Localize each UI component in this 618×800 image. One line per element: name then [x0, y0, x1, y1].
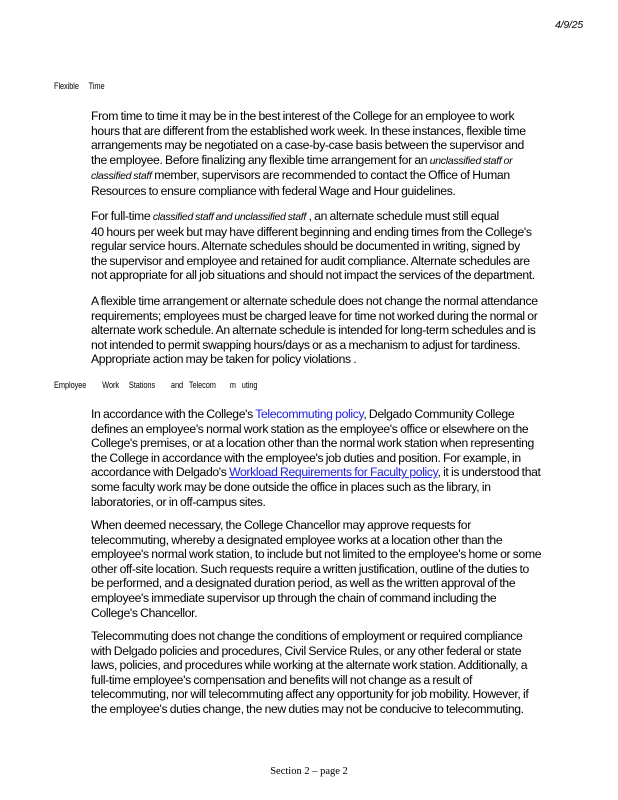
text-line: College's Chancellor. — [91, 605, 198, 620]
text-line: hours that are different from the established work week. In these instances, flexible time — [91, 123, 526, 138]
text-line: Appropriate action may be taken for policy violations . — [91, 352, 357, 367]
text-line: In accordance with the College's Telecommuting policy, Delgado Community College — [91, 407, 515, 421]
text-line: Resources to ensure compliance with federal Wage and Hour guidelines. — [91, 183, 456, 198]
text-line: laboratories, or in off-campus sites. — [91, 494, 266, 509]
text-line: From time to time it may be in the best interest of the College for an employee to work — [91, 109, 515, 123]
text-line: A flexible time arrangement or alternate schedule does not change the normal attendance — [91, 294, 538, 308]
text-line: some faculty work may be done outside the office in places such as the library, in — [91, 479, 491, 494]
paragraph — [91, 518, 581, 620]
text-line: defines an employee's normal work station as the employee's office or elsewhere on the — [91, 421, 529, 436]
text-line: alternate work schedule. An alternate schedule is intended for long-term schedules and is — [91, 323, 536, 338]
text-line: with Delgado policies and procedures, Civil Service Rules, or any other federal or state — [91, 643, 522, 658]
text-line: Telecommuting does not change the conditions of employment or required compliance — [91, 629, 523, 643]
paragraph — [91, 629, 581, 717]
text-line: the supervisor and employee and retained for audit compliance. Alternate schedules are — [91, 253, 530, 268]
text-line: full-time employee's compensation and benefits will not change as a result of — [91, 672, 473, 687]
paragraph — [91, 109, 581, 199]
paragraph — [91, 294, 581, 367]
text-line: the employee. Before finalizing any flexible time arrangement for an unclassified staff or — [91, 152, 513, 167]
section-heading-work-stations-telecommuting: Employee Work Stations and Telecom m uting — [54, 380, 258, 391]
page-footer: Section 2 – page 2 — [270, 766, 348, 777]
text-line: not appropriate for all job situations and should not impact the services of the department. — [91, 268, 535, 283]
text-line: classified staff member, supervisors are recommended to contact the Office of Human — [91, 168, 510, 183]
text-line: employee's normal work station, to include but not limited to the employee's home or some — [91, 547, 542, 562]
text-line: accordance with Delgado's Workload Requirements for Faculty policy, it is understood that — [91, 465, 541, 480]
text-line: telecommuting, whereby a designated employee works at a location other than the — [91, 532, 503, 547]
header-date: 4/9/25 — [555, 19, 583, 31]
paragraph — [91, 209, 581, 283]
text-line: For full-time classified staff and unclassified staff , an alternate schedule must still equal — [91, 209, 499, 223]
text-line: the employee's duties change, the new duties may not be conducive to telecommuting. — [91, 701, 524, 716]
text-line: employee's immediate supervisor up through the chain of command including the — [91, 590, 497, 605]
text-line: College's premises, or at a location other than the normal work station when representing — [91, 436, 534, 451]
text-line: 40 hours per week but may have different beginning and ending times from the College's — [91, 224, 532, 239]
text-line: arrangements may be negotiated on a case-by-case basis between the supervisor and — [91, 138, 524, 153]
text-line: other off-site location. Such requests require a written justification, outline of the duties to — [91, 561, 529, 576]
text-line: be performed, and a designated duration period, as well as the written approval of the — [91, 576, 516, 591]
section-heading-flexible-time: Flexible Time — [54, 81, 105, 92]
telecommuting-policy-link[interactable]: Telecommuting policy — [255, 407, 364, 421]
italic-term: unclassified staff or — [429, 154, 513, 167]
text-line: telecommuting, nor will telecommuting affect any opportunity for job mobility. However, if — [91, 687, 529, 702]
italic-term: classified staff — [91, 170, 152, 183]
text-line: requirements; employees must be charged leave for time not worked during the normal or — [91, 308, 538, 323]
workload-policy-link[interactable]: Workload Requirements for Faculty policy — [229, 465, 438, 480]
text-line: the College in accordance with the employee's job duties and position. For example, in — [91, 450, 521, 465]
text-line: regular service hours. Alternate schedules should be documented in writing, signed by — [91, 239, 520, 254]
paragraph — [91, 407, 581, 509]
text-line: laws, policies, and procedures while working at the alternate work station. Additionally, a — [91, 658, 528, 673]
text-line: When deemed necessary, the College Chancellor may approve requests for — [91, 518, 471, 532]
text-line: not intended to permit swapping hours/days or as a mechanism to adjust for tardiness. — [91, 337, 521, 352]
italic-term: classified staff and unclassified staff — [152, 211, 307, 223]
